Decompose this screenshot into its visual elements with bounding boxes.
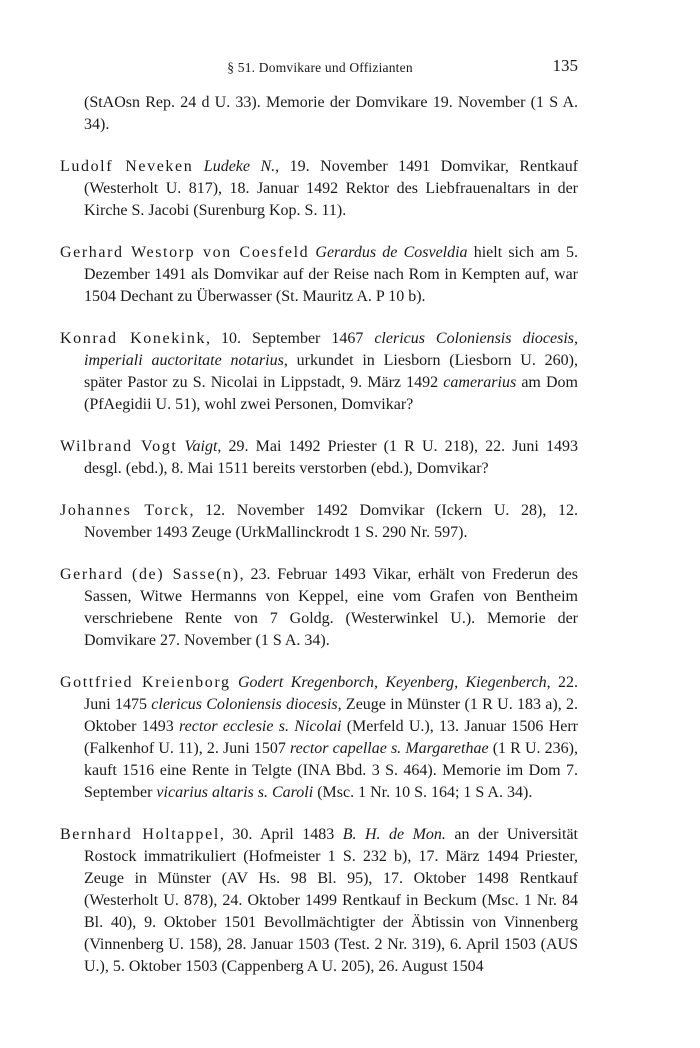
entry-text: (Msc. 1 Nr. 10 S. 164; 1 S A. 34). [313, 784, 533, 801]
entry-variant: rector ecclesie s. Nicolai [179, 718, 342, 735]
entry-variant: Gerardus de Cosveldia [315, 244, 468, 261]
entry-holtappel [60, 824, 578, 978]
entry-variant: Vaigt [184, 438, 218, 455]
entry-sasse [60, 564, 578, 652]
entry-vogt [60, 436, 578, 480]
page-header [60, 56, 580, 80]
entry-name: Konrad Konekink [60, 330, 207, 347]
entry-neveken [60, 156, 578, 222]
entry-text: an der Universität Rostock immatrikuliert (Hofmeister 1 S. 232 b), 17. März 1494 Priester, Zeuge in Münster (AV Hs. 98 Bl. 95), 17. Oktober 1498 Rentkauf (Westerholt U. 878), 24. Oktober 1499 Rentkauf in Beckum (Msc. 1 Nr. 84 Bl. 40), 9. Oktober 1501 Bevollmächtigter der Äbtissin von Vinnenberg (Vinnenberg U. 158), 28. Januar 1503 (Test. 2 Nr. 319), 6. April 1503 (AUS U.), 5. Oktober 1503 (Cappenberg A U. 205), 26. August 1504 [84, 826, 578, 975]
entry-text: (1 R U. 236), kauft 1516 eine Rente in Telgte (INA Bbd. 3 S. 464). Memorie im Dom 7. September [84, 740, 579, 801]
entry-variant: Godert Kregenborch, Keyenberg, Kiegenberch [238, 674, 547, 691]
entry-variant: clericus Coloniensis diocesis [151, 696, 338, 713]
entry-text: , urkundet in Liesborn (Liesborn U. 260), später Pastor zu S. Nicolai in Lippstadt, 9. März 1492 [84, 352, 578, 391]
entry-name: Gottfried Kreienborg [60, 674, 231, 691]
entry-text: , 30. April 1483 [219, 826, 343, 843]
entry-text: , 19. November 1491 Domvikar, Rentkauf (Westerholt U. 817), 18. Januar 1492 Rektor des Liebfrauenaltars in der Kirche S. Jacobi (Surenburg Kop. S. 11). [84, 158, 579, 219]
entry-text: am Dom (PfAegidii U. 51), wohl zwei Personen, Domvikar? [84, 374, 579, 413]
page-body [60, 92, 578, 978]
entry-continuation [60, 92, 578, 136]
entry-text: , 23. Februar 1493 Vikar, erhält von Frederun des Sassen, Witwe Hermanns von Keppel, eine vom Grafen von Bentheim verschriebene Rente von 7 Goldg. (Westerwinkel U.). Memorie der Domvikare 27. November (1 S A. 34). [84, 566, 578, 649]
entry-name: Bernhard Holtappel [60, 826, 220, 843]
entry-variant: camerarius [443, 374, 517, 391]
entry-variant: vicarius altaris s. Caroli [156, 784, 314, 801]
entry-name: Gerhard Westorp von Coesfeld [60, 244, 310, 261]
entry-variant: Ludeke N. [203, 158, 276, 175]
page-number: 135 [552, 56, 578, 75]
entry-text: , Zeuge in Münster (1 R U. 183 a), 2. Oktober 1493 [84, 696, 579, 735]
entry-text: , 10. September 1467 [206, 330, 375, 347]
entry-text: (Merfeld U.), 13. Januar 1506 Herr (Falkenhof U. 11), 2. Juni 1507 [84, 718, 579, 757]
entry-westorp [60, 242, 578, 308]
entry-text: , 12. November 1492 Domvikar (Ickern U. 28), 12. November 1493 Zeuge (UrkMallinckrodt 1 S. 290 Nr. 597). [84, 502, 578, 541]
entry-text: (StAOsn Rep. 24 d U. 33). Memorie der Domvikare 19. November (1 S A. 34). [84, 94, 578, 133]
entry-variant: clericus Coloniensis diocesis, imperiali auctoritate notarius [84, 330, 578, 369]
entry-text: , 29. Mai 1492 Priester (1 R U. 218), 22. Juni 1493 desgl. (ebd.), 8. Mai 1511 bereits verstorben (ebd.), Domvikar? [84, 438, 579, 477]
entry-name: Wilbrand Vogt [60, 438, 178, 455]
entry-text: , 22. Juni 1475 [84, 674, 578, 713]
entry-text: hielt sich am 5. Dezember 1491 als Domvikar auf der Reise nach Rom in Kempten auf, war 1504 Dechant zu Überwasser (St. Mauritz A. P 10 b). [84, 244, 578, 305]
entry-variant: rector capellae s. Margarethae [289, 740, 489, 757]
entry-name: Gerhard (de) Sasse(n) [60, 566, 240, 583]
running-head: § 51. Domvikare und Offizianten [227, 60, 413, 75]
entry-kreienborg [60, 672, 578, 804]
entry-konekink [60, 328, 578, 416]
entry-torck [60, 500, 578, 544]
entry-name: Ludolf Neveken [60, 158, 194, 175]
entry-name: Johannes Torck [60, 502, 190, 519]
entry-variant: B. H. de Mon. [342, 826, 446, 843]
